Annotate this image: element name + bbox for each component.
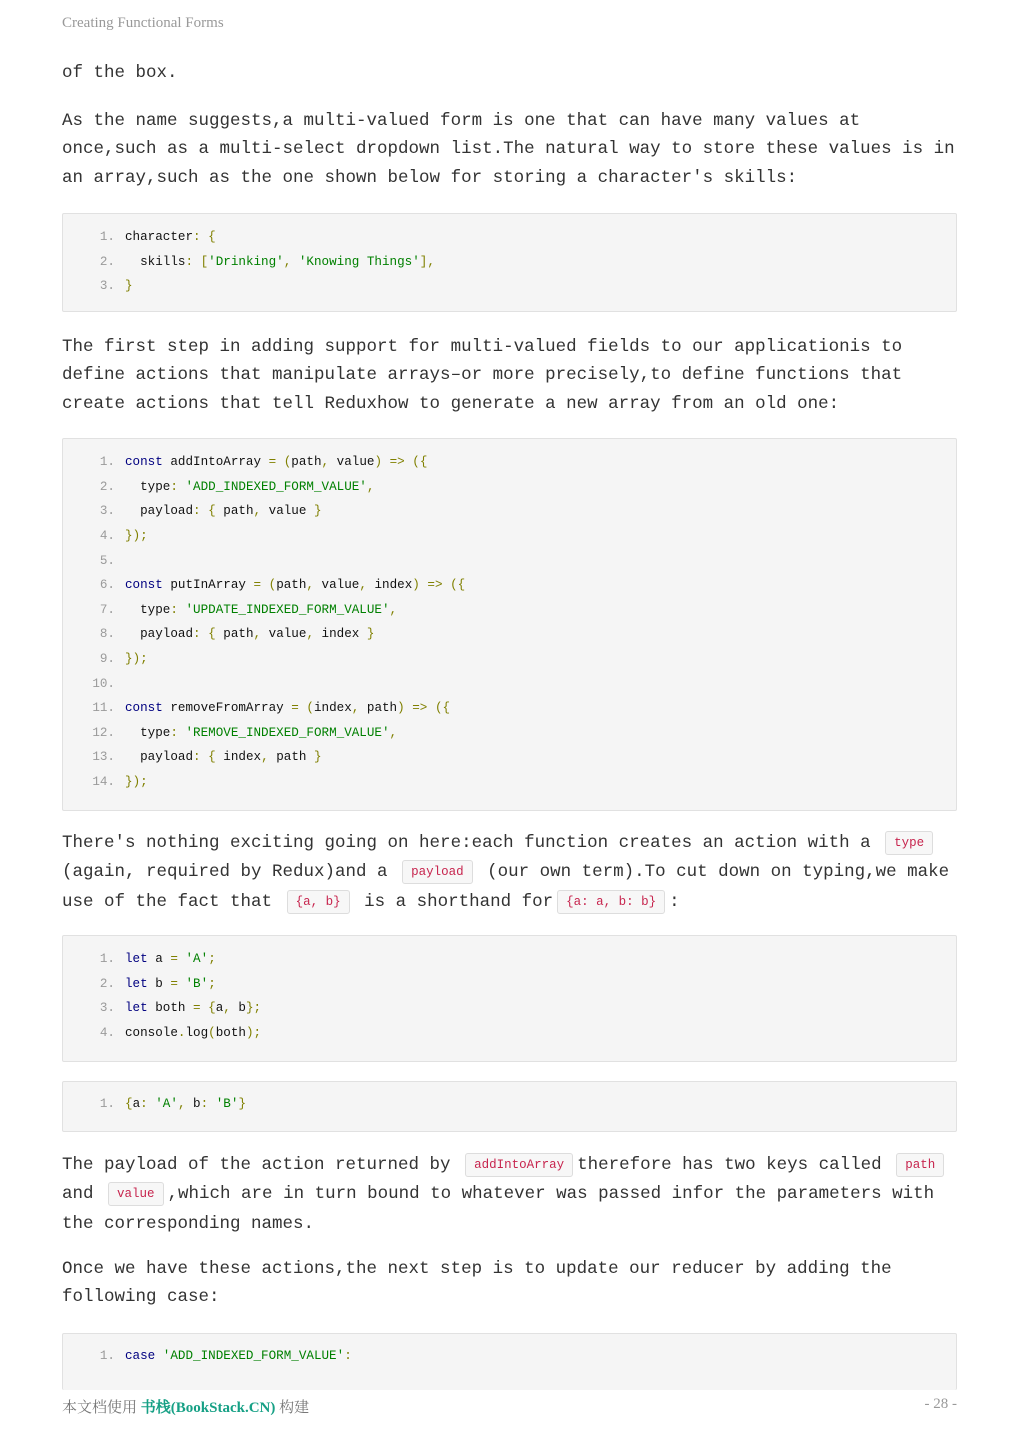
line-number: 6. [99,578,115,593]
line-number: 3. [99,279,115,294]
code-text: const removeFromArray = (index, path) => ({ [125,701,451,716]
inline-code: {a: a, b: b} [557,890,665,914]
line-number: 1. [99,952,115,967]
code-line [63,770,956,795]
code-line [63,1021,956,1046]
code-line [63,947,956,972]
code-line [63,972,956,997]
paragraph [62,1151,957,1238]
code-text: payload: { path, value } [125,504,322,519]
inline-code: payload [402,860,473,884]
code-line [63,696,956,721]
code-text: } [125,279,133,294]
line-number: 2. [99,976,115,991]
line-number: 5. [99,553,115,568]
code-text: skills: ['Drinking', 'Knowing Things'], [125,254,435,269]
code-text: let both = {a, b}; [125,1001,262,1016]
paragraph: The first step in adding support for multi-valued fields to our applicationis to define actions that manipulate arrays–or more precisely,to define functions that create actions that tell Reduxhow to generate a new array from an old one: [62,337,903,414]
line-number: 14. [92,775,115,790]
page-header-title: Creating Functional Forms [62,15,224,31]
code-text: console.log(both); [125,1026,262,1041]
code-text: payload: { path, value, index } [125,627,375,642]
line-number: 1. [99,230,115,245]
code-text: type: 'UPDATE_INDEXED_FORM_VALUE', [125,602,398,617]
code-line [63,721,956,746]
inline-code: path [896,1153,944,1177]
paragraph-text: ,which are in turn bound to whatever was passed infor the parameters with the corresponding names. [62,1184,935,1234]
code-line [63,671,956,696]
paragraph-text: The payload of the action returned by [62,1155,451,1175]
paragraph: Once we have these actions,the next step is to update our reducer by adding the following case: [62,1259,892,1308]
footer-credit [62,1396,309,1417]
code-text: }); [125,775,148,790]
code-block [62,1081,957,1132]
inline-code: addIntoArray [465,1153,573,1177]
code-line [63,475,956,500]
paragraph-text: is a shorthand for [364,891,554,912]
paragraph-text: (our own term).To cut down on typing,we make use of the fact that [62,862,950,912]
code-line [63,996,956,1021]
code-block [62,213,957,312]
code-text: case 'ADD_INDEXED_FORM_VALUE': [125,1349,352,1364]
line-number: 1. [99,1349,115,1364]
code-line [63,499,956,524]
line-number: 1. [99,1097,115,1112]
paragraph [62,829,957,917]
line-number: 2. [99,479,115,494]
line-number: 7. [99,602,115,617]
line-number: 1. [99,455,115,470]
code-line [63,524,956,549]
code-text: character: { [125,230,216,245]
code-line [63,1344,956,1369]
code-text: }); [125,652,148,667]
line-number: 10. [92,676,115,691]
code-text: const addIntoArray = (path, value) => ({ [125,455,428,470]
paragraph: of the box. [62,63,178,83]
paragraph-text: and [62,1184,94,1205]
line-number: 12. [92,725,115,740]
line-number: 2. [99,254,115,269]
code-text: type: 'ADD_INDEXED_FORM_VALUE', [125,479,375,494]
code-line [63,598,956,623]
line-number: 8. [99,627,115,642]
inline-code: {a, b} [287,890,350,914]
line-number: 11. [92,701,115,716]
footer-prefix: 本文档使用 [62,1400,138,1416]
line-number: 3. [99,1001,115,1016]
paragraph-text: (again, required by Redux)and a [62,862,388,883]
code-line [63,1092,956,1117]
line-number: 9. [99,652,115,667]
code-block [62,438,957,811]
line-number: 4. [99,1026,115,1041]
code-line [63,647,956,672]
code-line [63,622,956,647]
code-line [63,450,956,475]
footer-brand-link[interactable]: 书栈(BookStack.CN) [140,1400,276,1416]
inline-code: value [108,1182,164,1206]
code-line [63,745,956,770]
paragraph-text: therefore has two keys called [577,1155,882,1175]
code-text: const putInArray = (path, value, index) => ({ [125,578,466,593]
code-block [62,1333,957,1390]
code-text: let a = 'A'; [125,952,216,967]
code-text: let b = 'B'; [125,976,216,991]
code-line [63,573,956,598]
page-number: - 28 - [924,1396,957,1412]
code-text: }); [125,529,148,544]
code-text: payload: { index, path } [125,750,322,765]
inline-code: type [885,831,933,855]
code-line [63,548,956,573]
code-line [63,274,956,299]
paragraph-text: : [669,891,680,912]
line-number: 3. [99,504,115,519]
code-line [63,250,956,275]
footer-suffix: 构建 [279,1400,310,1416]
line-number: 13. [92,750,115,765]
code-text: type: 'REMOVE_INDEXED_FORM_VALUE', [125,725,398,740]
code-line [63,225,956,250]
paragraph: As the name suggests,a multi-valued form is one that can have many values at once,such as a multi-select dropdown list.The natural way to store these values is in an array,such as the one shown below for storing a character's skills: [62,111,955,188]
paragraph-text: There's nothing exciting going on here:each function creates an action with a [62,833,871,853]
line-number: 4. [99,529,115,544]
code-block [62,935,957,1062]
code-text: {a: 'A', b: 'B'} [125,1097,246,1112]
